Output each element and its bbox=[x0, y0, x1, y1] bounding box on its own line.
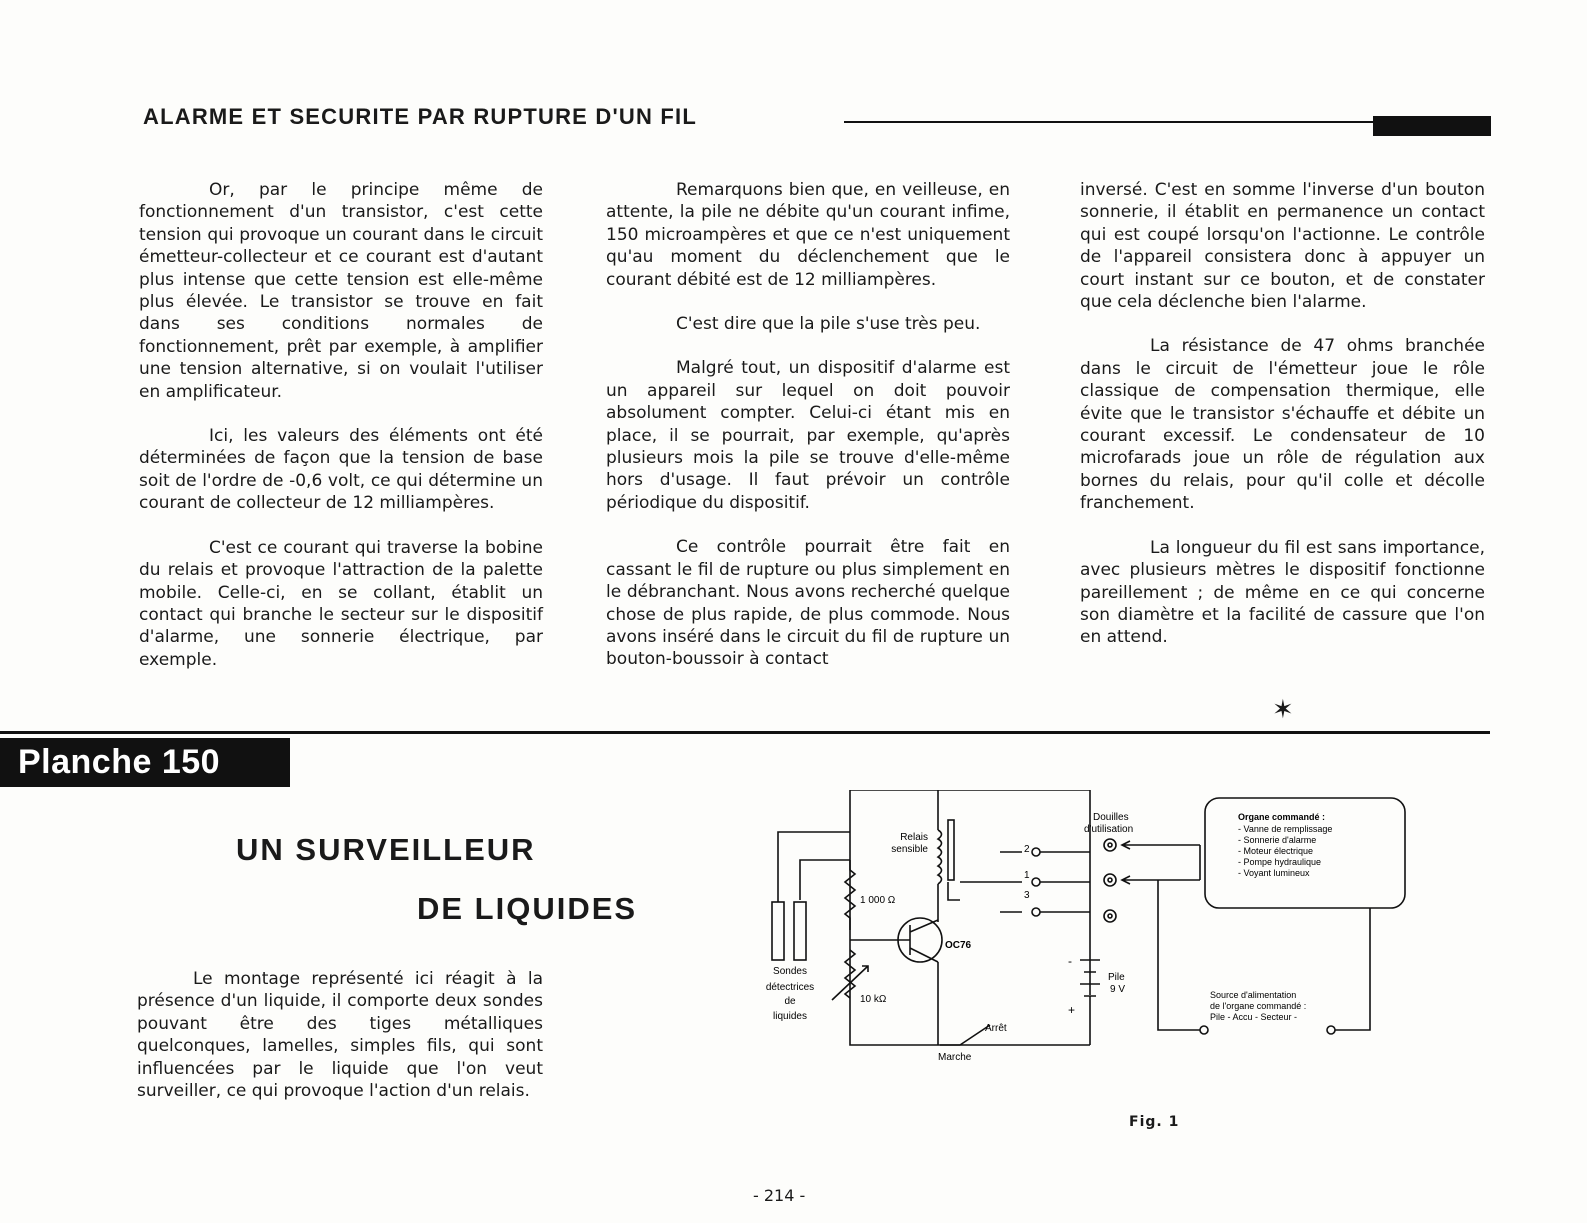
text-column-3 bbox=[1080, 179, 1485, 671]
label-source-1: Source d'alimentation bbox=[1210, 990, 1297, 1000]
text-column-2 bbox=[606, 179, 1010, 693]
organe-item: - Voyant lumineux bbox=[1238, 868, 1310, 878]
circuit-labels bbox=[760, 790, 1480, 1100]
label-contact-1: 1 bbox=[1024, 870, 1030, 881]
label-r2: 10 kΩ bbox=[860, 994, 887, 1005]
paragraph: La longueur du fil est sans importance, avec plusieurs mètres le dispositif fonctionne pareillement ; de même en ce qui concerne son diamètre et la facilité de cassure que l'on en attend. bbox=[1080, 537, 1485, 648]
section-intro bbox=[137, 968, 543, 1102]
paragraph: C'est ce courant qui traverse la bobine du relais et provoque l'attraction de la palette mobile. Celle-ci, en se collant, établit un contact qui branche le secteur sur le dispositif d'alarme, une sonnerie électrique, par exemple. bbox=[139, 537, 543, 670]
section-divider bbox=[0, 731, 1490, 734]
label-source-3: Pile - Accu - Secteur - bbox=[1210, 1012, 1298, 1022]
header-rule bbox=[844, 121, 1399, 123]
label-relais-2: sensible bbox=[891, 844, 928, 855]
label-sondes: liquides bbox=[773, 1011, 807, 1022]
paragraph: Ici, les valeurs des éléments ont été déterminées de façon que la tension de base soit de l'ordre de -0,6 volt, ce qui détermine un courant de collecteur de 12 milliampères. bbox=[139, 426, 543, 514]
label-pile-1: Pile bbox=[1108, 972, 1125, 983]
label-douilles-1: Douilles bbox=[1093, 812, 1129, 823]
paragraph: Or, par le principe même de fonctionnement d'un transistor, c'est cette tension qui provoque un courant dans le circuit émetteur-collecteur et ce courant est d'autant plus intense que cette tension est elle-même plus élevée. Le transistor se trouve en fait dans ses conditions normales de fonctionnement, prêt par exemple, à amplifier une tension alternative, si on voulait l'utiliser en amplificateur. bbox=[139, 180, 543, 402]
paragraph: Le montage représenté ici réagit à la présence d'un liquide, il comporte deux sondes pouvant être des tiges métalliques quelconques, lamelles, simples fils, qui sont influencées par le liquide que l'on veut surveiller, ce qui provoque l'action d'un relais. bbox=[137, 969, 543, 1102]
header-bar bbox=[1373, 116, 1491, 136]
page-number: - 214 - bbox=[753, 1186, 806, 1205]
label-sondes: Sondes bbox=[773, 966, 807, 977]
label-douilles-2: d'utilisation bbox=[1084, 824, 1134, 835]
running-header-title: ALARME ET SECURITE PAR RUPTURE D'UN FIL bbox=[143, 104, 697, 129]
paragraph: Remarquons bien que, en veilleuse, en attente, la pile ne débite qu'un courant infime, 150 microampères et que ce n'est uniquement qu'au moment du déclenchement que le courant débité est de 12 milliampères. bbox=[606, 180, 1010, 290]
label-contact-2: 2 bbox=[1024, 844, 1030, 855]
paragraph: La résistance de 47 ohms branchée dans le circuit de l'émetteur joue le rôle classique de compensation thermique, elle évite que le transistor s'échauffe et débite un courant excessif. Le condensateur de 10 microfarads joue un rôle de régulation aux bornes du relais, pour qu'il colle et décolle franchement. bbox=[1080, 336, 1485, 514]
label-r1: 1 000 Ω bbox=[860, 895, 896, 906]
paragraph: Ce contrôle pourrait être fait en cassant le fil de rupture ou plus simplement en le débranchant. Nous avons recherché quelque chose de plus rapide, de plus commode. Nous avons inséré dans le circuit du fil de rupture un bouton-boussoir à contact bbox=[606, 537, 1010, 670]
section-title-line-2: DE LIQUIDES bbox=[417, 891, 638, 926]
label-source-2: de l'organe commandé : bbox=[1210, 1001, 1307, 1011]
end-mark-star-icon: ✶ bbox=[1272, 695, 1294, 725]
label-relais-1: Relais bbox=[900, 832, 928, 843]
figure-caption: Fig. 1 bbox=[1129, 1114, 1180, 1130]
label-transistor: OC76 bbox=[945, 940, 972, 951]
label-arret: Arrêt bbox=[985, 1023, 1007, 1034]
label-marche: Marche bbox=[938, 1052, 972, 1063]
label-sondes: de bbox=[784, 996, 796, 1007]
label-contact-3: 3 bbox=[1024, 890, 1030, 901]
circuit-diagram bbox=[760, 790, 1480, 1100]
label-pile-2: 9 V bbox=[1110, 984, 1126, 995]
label-minus: - bbox=[1068, 954, 1072, 968]
organe-item: - Moteur électrique bbox=[1238, 846, 1314, 856]
paragraph: inversé. C'est en somme l'inverse d'un bouton sonnerie, il établit en permanence un contact qui est coupé lorsqu'on l'actionne. Le contrôle de l'appareil consistera donc à appuyer un court instant sur ce bouton, et de constater que cela déclenche bien l'alarme. bbox=[1080, 180, 1485, 313]
label-organe-title: Organe commandé : bbox=[1238, 812, 1326, 822]
label-sondes: détectrices bbox=[765, 982, 815, 993]
planche-label: Planche 150 bbox=[0, 738, 290, 787]
organe-item: - Vanne de remplissage bbox=[1238, 824, 1333, 834]
paragraph: C'est dire que la pile s'use très peu. bbox=[676, 314, 981, 335]
organe-item: - Pompe hydraulique bbox=[1238, 857, 1322, 867]
paragraph: Malgré tout, un dispositif d'alarme est un appareil sur lequel on doit pouvoir absolument compter. Celui-ci étant mis en place, il se pourrait, par exemple, qu'après plusieurs mois la pile se trouve d'elle-même hors d'usage. Il faut prévoir un contrôle périodique du dispositif. bbox=[606, 358, 1010, 513]
organe-item: - Sonnerie d'alarme bbox=[1238, 835, 1317, 845]
text-column-1 bbox=[139, 179, 543, 693]
label-plus: + bbox=[1068, 1003, 1076, 1017]
section-title-line-1: UN SURVEILLEUR bbox=[236, 832, 536, 867]
